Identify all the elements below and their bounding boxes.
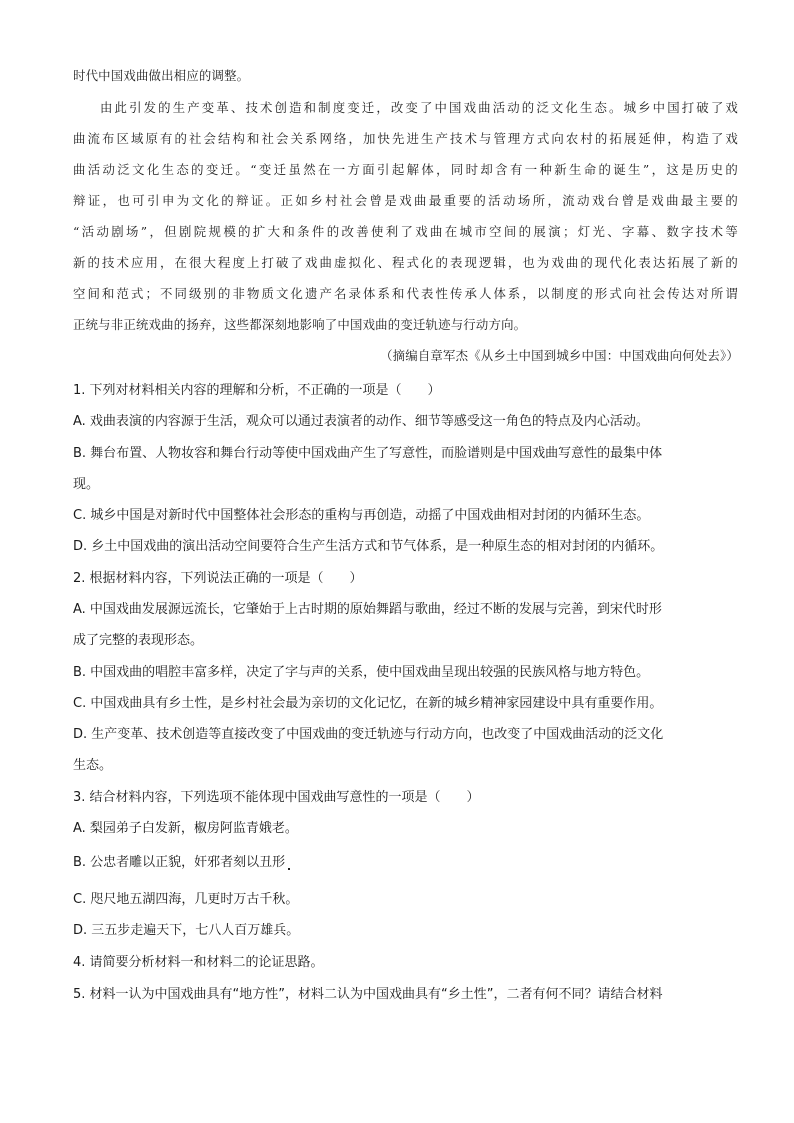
passage-line-3: 曲流布区域原有的社会结构和社会关系网络，加快先进生产技术与管理方式向农村的拓展延伸，构造了戏 bbox=[73, 131, 738, 146]
question-4-stem: 4. 请简要分析材料一和材料二的论证思路。 bbox=[73, 955, 324, 970]
passage-line-2: 由此引发的生产变革、技术创造和制度变迁，改变了中国戏曲活动的泛文化生态。城乡中国打破了戏 bbox=[100, 100, 738, 115]
passage-line-5: 辩证，也可引申为文化的辩证。正如乡村社会曾是戏曲最重要的活动场所，流动戏台曾是戏曲最主要的 bbox=[73, 193, 738, 208]
question-1-option-b-line-2: 现。 bbox=[73, 477, 100, 492]
passage-source: （摘编自章军杰《从乡土中国到城乡中国：中国戏曲向何处去》） bbox=[380, 348, 739, 363]
question-3-option-d: D. 三五步走遍天下，七八人百万雄兵。 bbox=[73, 923, 300, 938]
question-1-option-a: A. 戏曲表演的内容源于生活，观众可以通过表演者的动作、细节等感受这一角色的特点及内心活动。 bbox=[73, 414, 649, 429]
passage-line-6: “活动剧场”，但剧院规模的扩大和条件的改善使利了戏曲在城市空间的展演；灯光、字幕、数字技术等 bbox=[73, 224, 738, 239]
question-2-option-a-line-1: A. 中国戏曲发展源远流长，它肇始于上古时期的原始舞蹈与歌曲，经过不断的发展与完善，到宋代时形 bbox=[73, 602, 662, 617]
question-1-stem: 1. 下列对材料相关内容的理解和分析，不正确的一项是（ ） bbox=[73, 383, 441, 398]
question-5-stem: 5. 材料一认为中国戏曲具有“地方性”，材料二认为中国戏曲具有“乡土性”，二者有何不同？请结合材料 bbox=[73, 987, 663, 1002]
question-2-option-d-line-1: D. 生产变革、技术创造等直接改变了中国戏曲的变迁轨迹与行动方向，也改变了中国戏曲活动的泛文化 bbox=[73, 727, 664, 742]
question-2-option-d-line-2: 生态。 bbox=[73, 758, 113, 773]
question-2-option-c: C. 中国戏曲具有乡土性，是乡村社会最为亲切的文化记忆，在新的城乡精神家园建设中具有重要作用。 bbox=[73, 696, 663, 711]
question-2-option-b: B. 中国戏曲的唱腔丰富多样，决定了字与声的关系，使中国戏曲呈现出较强的民族风格与地方特色。 bbox=[73, 665, 650, 680]
passage-line-7: 新的技术应用，在很大程度上打破了戏曲虚拟化、程式化的表现逻辑，也为戏曲的现代化表达拓展了新的 bbox=[73, 255, 738, 270]
passage-line-1: 时代中国戏曲做出相应的调整。 bbox=[73, 68, 250, 83]
passage-line-9: 正统与非正统戏曲的扬弃，这些都深刻地影响了中国戏曲的变迁轨迹与行动方向。 bbox=[73, 317, 527, 332]
question-1-option-b-line-1: B. 舞台布置、人物妆容和舞台行动等使中国戏曲产生了写意性，而脸谱则是中国戏曲写意性的最集中体 bbox=[73, 446, 663, 461]
question-3-option-c: C. 咫尺地五湖四海，几更时万古千秋。 bbox=[73, 892, 299, 907]
passage-line-8: 空间和范式；不同级别的非物质文化遗产名录体系和代表性传承人体系，以制度的形式向社会传达对所谓 bbox=[73, 286, 738, 301]
question-1-option-d: D. 乡土中国戏曲的演出活动空间要符合生产生活方式和节气体系，是一种原生态的相对封闭的内循环。 bbox=[73, 539, 664, 554]
question-3-option-a: A. 梨园弟子白发新，椒房阿监青娥老。 bbox=[73, 821, 298, 836]
passage-line-4: 曲活动泛文化生态的变迁。“变迁虽然在一方面引起解体，同时却含有一种新生命的诞生”，这是历史的 bbox=[73, 162, 738, 177]
emphasis-dot bbox=[288, 868, 290, 870]
question-3-stem: 3. 结合材料内容，下列选项不能体现中国戏曲写意性的一项是（ ） bbox=[73, 790, 480, 805]
question-1-option-c: C. 城乡中国是对新时代中国整体社会形态的重构与再创造，动摇了中国戏曲相对封闭的内循环生态。 bbox=[73, 508, 650, 523]
question-2-stem: 2. 根据材料内容，下列说法正确的一项是（ ） bbox=[73, 571, 363, 586]
question-3-option-b: B. 公忠者雕以正貌，奸邪者刻以丑形 bbox=[73, 855, 286, 870]
question-3-option-b-row bbox=[73, 851, 738, 870]
question-2-option-a-line-2: 成了完整的表现形态。 bbox=[73, 633, 204, 648]
